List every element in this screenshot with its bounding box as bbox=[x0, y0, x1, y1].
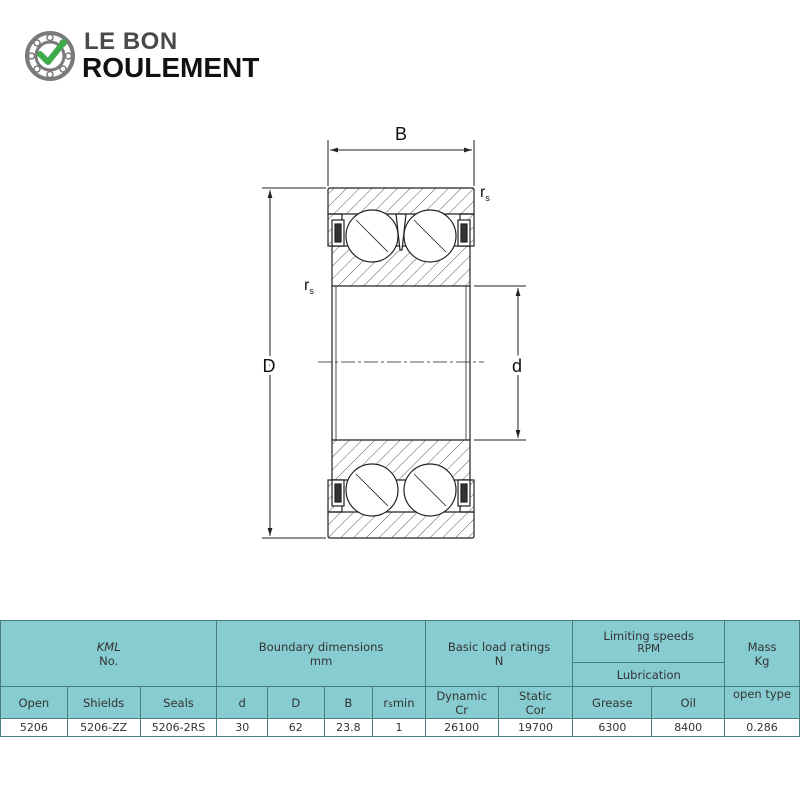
fillet-radius-label-bore: $r_s$ bbox=[304, 277, 314, 296]
dimension-bore-d-label: d bbox=[511, 356, 523, 376]
col-b: B bbox=[324, 687, 373, 719]
fillet-radius-label-top: $r_s$ bbox=[480, 184, 490, 203]
dimension-outer-d-label: D bbox=[262, 356, 276, 376]
col-grease: Grease bbox=[573, 687, 652, 719]
cell-oil: 8400 bbox=[652, 719, 725, 737]
brand-name-line2: ROULEMENT bbox=[82, 52, 260, 83]
col-rsmin: rsmin bbox=[373, 687, 426, 719]
brand-name-line1: LE BON bbox=[84, 28, 178, 55]
col-seals: Seals bbox=[140, 687, 217, 719]
limiting-speeds-header: Limiting speeds RPM bbox=[573, 621, 725, 663]
col-oil: Oil bbox=[652, 687, 725, 719]
basic-load-ratings-header: Basic load ratings N bbox=[425, 621, 573, 687]
cell-mass: 0.286 bbox=[725, 719, 800, 737]
mass-header: Mass Kg bbox=[725, 621, 800, 687]
col-open: Open bbox=[1, 687, 68, 719]
specification-table bbox=[0, 620, 800, 737]
lubrication-header: Lubrication bbox=[573, 663, 725, 687]
designation-header bbox=[1, 621, 217, 687]
lower-section bbox=[328, 440, 474, 538]
cell-cor: 19700 bbox=[498, 719, 573, 737]
kml-label: KML bbox=[96, 639, 121, 654]
cell-cr: 26100 bbox=[425, 719, 498, 737]
col-shields: Shields bbox=[67, 687, 140, 719]
cell-seals: 5206-2RS bbox=[140, 719, 217, 737]
cell-open: 5206 bbox=[1, 719, 68, 737]
cell-d: 30 bbox=[217, 719, 268, 737]
col-dynamic: Dynamic Cr bbox=[425, 687, 498, 719]
cell-shields: 5206-ZZ bbox=[67, 719, 140, 737]
col-open-type: open type bbox=[725, 687, 800, 719]
col-outer-d: D bbox=[267, 687, 324, 719]
col-d: d bbox=[217, 687, 268, 719]
boundary-dimensions-header: Boundary dimensions mm bbox=[217, 621, 425, 687]
no-label: No. bbox=[99, 653, 119, 668]
cell-b: 23.8 bbox=[324, 719, 373, 737]
col-static: Static Cor bbox=[498, 687, 573, 719]
dimension-b-label: B bbox=[394, 124, 408, 144]
cell-rsmin: 1 bbox=[373, 719, 426, 737]
cell-grease: 6300 bbox=[573, 719, 652, 737]
cell-outer-d: 62 bbox=[267, 719, 324, 737]
upper-section bbox=[328, 188, 474, 286]
table-row bbox=[1, 719, 800, 737]
